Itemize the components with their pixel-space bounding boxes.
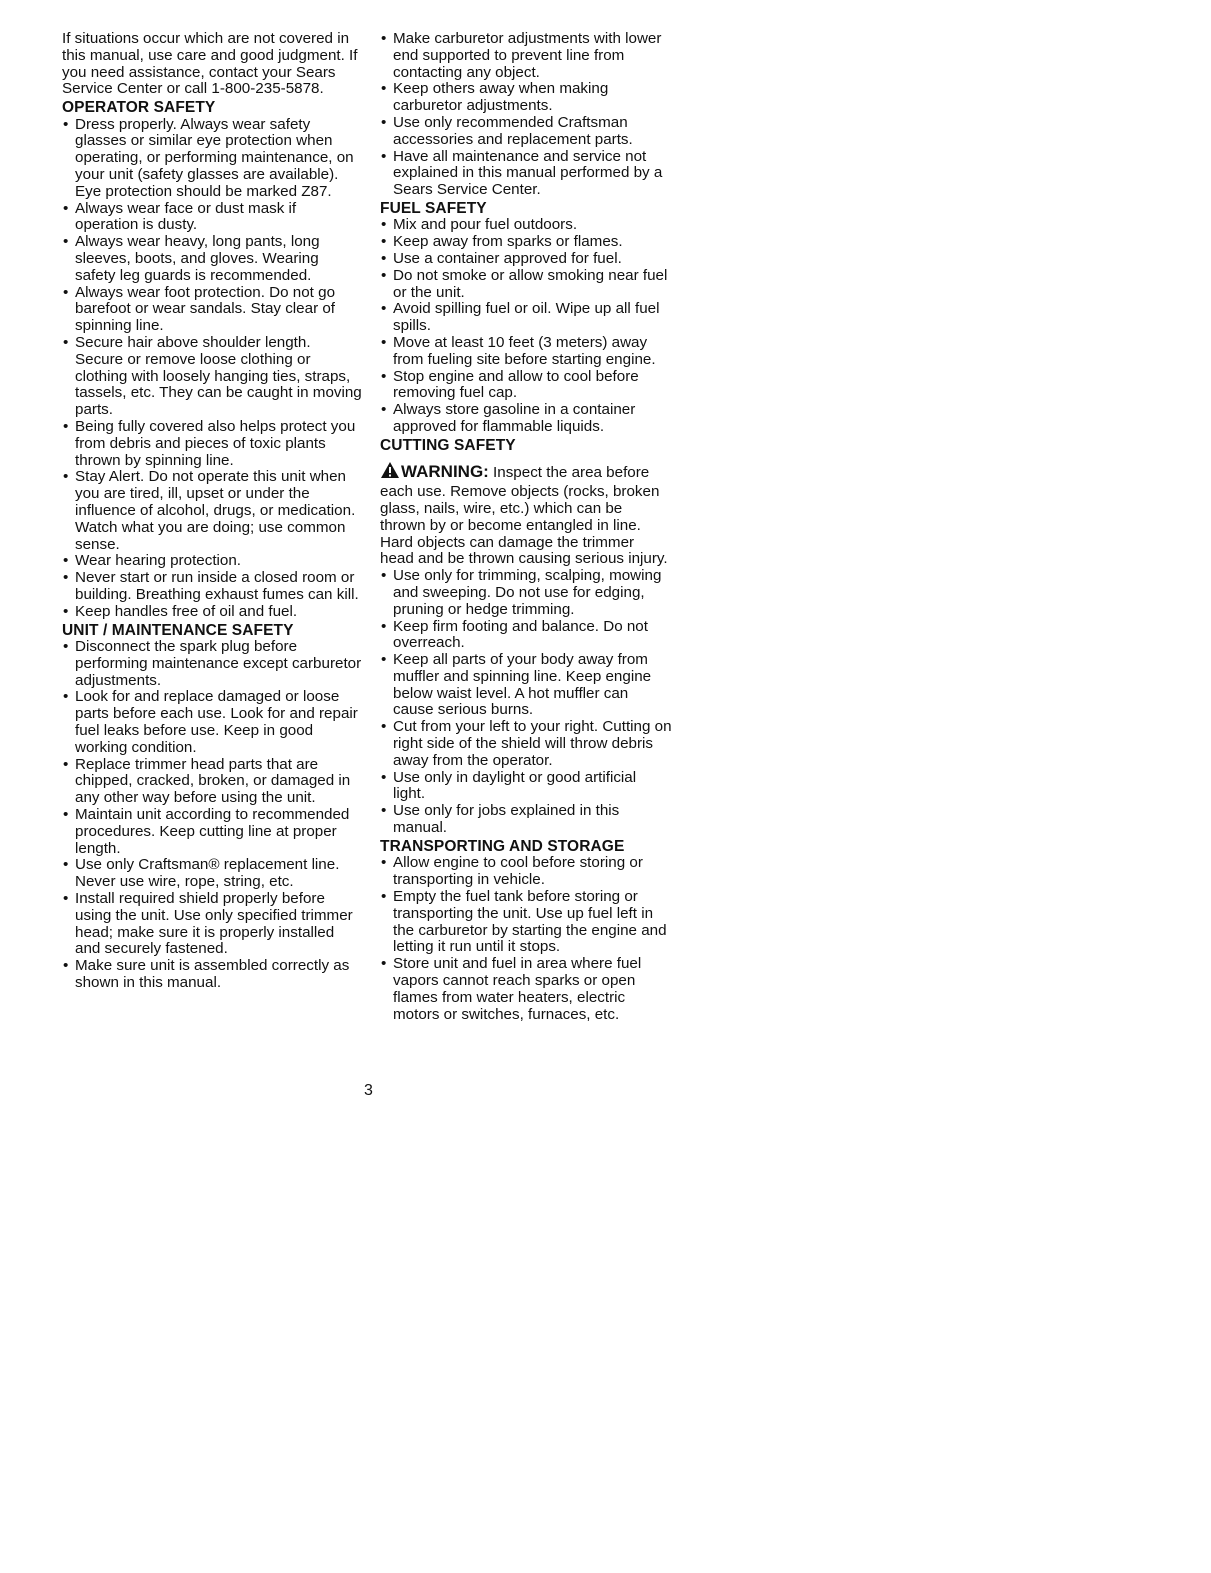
list-item: • Always wear heavy, long pants, long sleeves, boots, and gloves. Wearing safety leg guards is recommended. [62,234,362,284]
list-item: • Dress properly. Always wear safety glasses or similar eye protection when operating, or performing maintenance, on your unit (safety glasses are available). Eye protection should be marked Z87. [62,117,362,201]
list-item: • Look for and replace damaged or loose parts before each use. Look for and repair fuel leaks before use. Keep in good working condition. [62,689,362,756]
list-item: • Use only for trimming, scalping, mowing and sweeping. Do not use for edging, pruning or hedge trimming. [380,568,672,618]
unit-maintenance-continued-list [380,31,672,199]
list-item: • Have all maintenance and service not explained in this manual performed by a Sears Service Center. [380,149,672,199]
list-item: • Use only recommended Craftsman accessories and replacement parts. [380,115,672,149]
list-item: • Do not smoke or allow smoking near fuel or the unit. [380,268,672,302]
list-item: • Replace trimmer head parts that are chipped, cracked, broken, or damaged in any other way before using the unit. [62,757,362,807]
list-item: • Use only for jobs explained in this manual. [380,803,672,837]
list-item: • Avoid spilling fuel or oil. Wipe up all fuel spills. [380,301,672,335]
list-item: • Keep away from sparks or flames. [380,234,672,251]
list-item: • Stay Alert. Do not operate this unit when you are tired, ill, upset or under the influence of alcohol, drugs, or medication. Watch what you are doing; use common sense. [62,469,362,553]
list-item: • Use only Craftsman® replacement line. Never use wire, rope, string, etc. [62,857,362,891]
list-item: • Being fully covered also helps protect you from debris and pieces of toxic plants thrown by spinning line. [62,419,362,469]
operator-safety-heading: OPERATOR SAFETY [62,99,216,117]
list-item: • Cut from your left to your right. Cutting on right side of the shield will throw debris away from the operator. [380,719,672,769]
warning-paragraph [380,461,672,568]
page-number: 3 [364,1082,373,1099]
list-item: • Wear hearing protection. [62,553,362,570]
fuel-safety-list [380,217,672,435]
transporting-storage-heading: TRANSPORTING AND STORAGE [380,837,625,855]
cutting-safety-heading: CUTTING SAFETY [380,436,516,454]
operator-safety-list [62,117,362,621]
list-item: • Keep handles free of oil and fuel. [62,604,362,621]
list-item: • Always wear face or dust mask if operation is dusty. [62,201,362,235]
list-item: • Use only in daylight or good artificial light. [380,770,672,804]
list-item: • Use a container approved for fuel. [380,251,672,268]
unit-maintenance-safety-list [62,639,362,992]
list-item: • Move at least 10 feet (3 meters) away from fueling site before starting engine. [380,335,672,369]
list-item: • Secure hair above shoulder length. Secure or remove loose clothing or clothing with loosely hanging ties, straps, tassels, etc. They can be caught in moving parts. [62,335,362,419]
warning-label: WARNING: [401,462,489,482]
list-item: • Keep firm footing and balance. Do not overreach. [380,619,672,653]
list-item: • Make carburetor adjustments with lower end supported to prevent line from contacting any object. [380,31,672,81]
list-item: • Install required shield properly before using the unit. Use only specified trimmer head; make sure it is properly installed and securely fastened. [62,891,362,958]
unit-maintenance-safety-heading: UNIT / MAINTENANCE SAFETY [62,621,294,639]
fuel-safety-heading: FUEL SAFETY [380,199,487,217]
list-item: • Always wear foot protection. Do not go barefoot or wear sandals. Stay clear of spinning line. [62,285,362,335]
list-item: • Maintain unit according to recommended procedures. Keep cutting line at proper length. [62,807,362,857]
list-item: • Make sure unit is assembled correctly as shown in this manual. [62,958,362,992]
list-item: • Never start or run inside a closed room or building. Breathing exhaust fumes can kill. [62,570,362,604]
list-item: • Keep others away when making carburetor adjustments. [380,81,672,115]
cutting-safety-list [380,568,672,837]
left-column [62,31,362,993]
list-item: • Keep all parts of your body away from muffler and spinning line. Keep engine below waist level. A hot muffler can cause serious burns. [380,652,672,719]
list-item: • Store unit and fuel in area where fuel vapors cannot reach sparks or open flames from water heaters, electric motors or switches, furnaces, etc. [380,956,672,1023]
warning-text: Inspect the area before each use. Remove objects (rocks, broken glass, nails, wire, etc.) which can be thrown by or become entangled in line. Hard objects can damage the trimmer head and be thrown causing serious injury. [380,464,668,568]
right-column [380,31,672,1024]
list-item: • Disconnect the spark plug before performing maintenance except carburetor adjustments. [62,639,362,689]
list-item: • Always store gasoline in a container approved for flammable liquids. [380,402,672,436]
list-item: • Empty the fuel tank before storing or transporting the unit. Use up fuel left in the carburetor by starting the engine and letting it run until it stops. [380,889,672,956]
transporting-storage-list [380,855,672,1023]
intro-paragraph: If situations occur which are not covered in this manual, use care and good judgment. If you need assistance, contact your Sears Service Center or call 1-800-235-5878. [62,30,358,98]
list-item: • Stop engine and allow to cool before removing fuel cap. [380,369,672,403]
list-item: • Mix and pour fuel outdoors. [380,217,672,234]
warning-triangle-icon [380,461,400,484]
list-item: • Allow engine to cool before storing or transporting in vehicle. [380,855,672,889]
